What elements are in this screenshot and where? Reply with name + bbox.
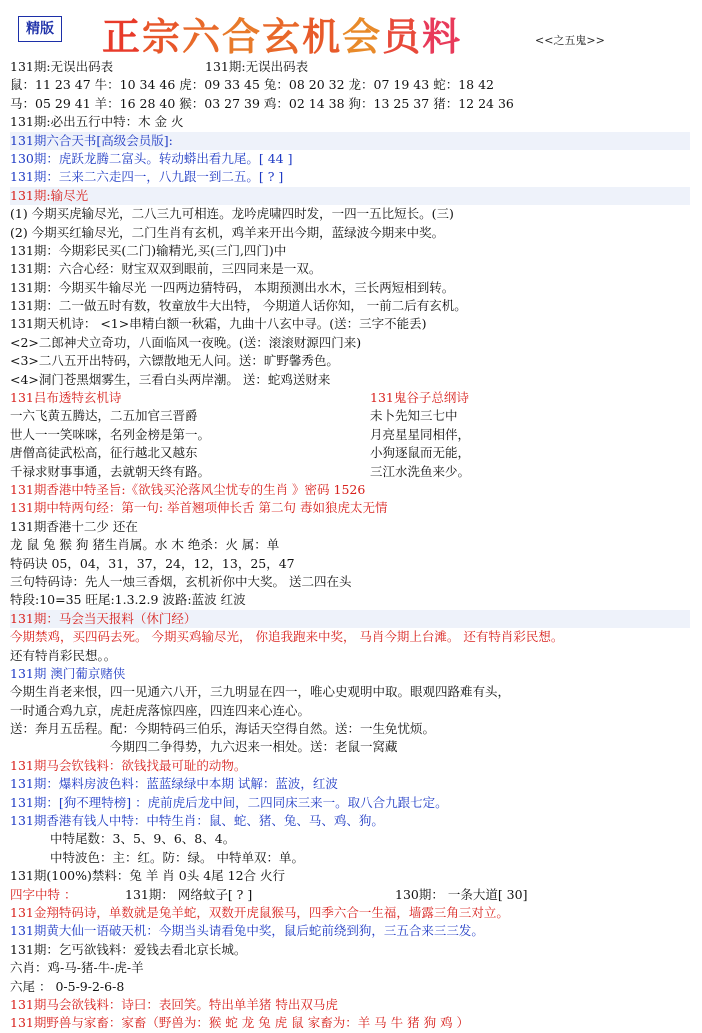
text-line	[10, 904, 690, 922]
line-right-column: 小狗逐鼠而无能，	[370, 445, 471, 461]
text-line	[10, 1014, 690, 1032]
edition-badge: 精版	[18, 16, 62, 42]
line-text: 六尾 ： 0-5-9-2-6-8	[10, 978, 125, 994]
text-line	[10, 95, 690, 113]
line-text: 131期马会钦钱料：欲钱找最可耻的动物。	[10, 757, 247, 773]
line-text: 131期：二一做五时有数，牧童放牛大出特， 今期道人话你知， 一前二后有玄机。	[10, 298, 467, 314]
line-text: 130期：虎跃龙腾二富头。转动蟒出看九尾。[ 44 ]	[10, 150, 293, 166]
text-line	[10, 591, 690, 609]
text-line	[10, 922, 690, 940]
text-line	[10, 444, 690, 462]
text-line	[10, 315, 690, 333]
line-right-column: 131期:无误出码表	[205, 59, 309, 74]
text-line	[10, 647, 690, 665]
text-line	[10, 150, 690, 168]
text-line	[10, 996, 690, 1014]
line-text: 131期黄大仙一语破天机：今期当头请看兔中奖，鼠后蛇前绕到狗，三五合来三三发。	[10, 923, 484, 939]
line-text: 131期香港十二少 还在	[10, 518, 138, 534]
line-text: <4>洞门苍黑烟雾生，三看白头两岸潮。 送：蛇鸡送财来	[10, 371, 331, 387]
text-line	[10, 536, 690, 554]
text-line	[10, 775, 690, 793]
text-line	[10, 555, 690, 573]
line-text: 特段:10=35 旺尾:1.3.2.9 波路:蓝波 红波	[10, 592, 246, 608]
line-right-column: 月亮星星同相伴，	[370, 426, 471, 442]
title-char: 正	[102, 14, 143, 59]
line-text: 131期：马会当天报料（休门经）	[10, 610, 197, 626]
title-char: 员	[382, 14, 423, 59]
line-text: 马：05 29 41 羊：16 28 40 猴：03 27 39 鸡：02 14 38 狗：13 25 37 猪：12 24 36	[10, 95, 514, 111]
header	[0, 0, 702, 58]
line-right-column: 三江水洗鱼来少。	[370, 463, 471, 479]
text-line	[10, 389, 690, 407]
title-char: 会	[342, 14, 383, 59]
line-text: 送：奔月五岳程。配：今期特码三伯乐，海话天空得自然。送：一生免忧烦。	[10, 721, 436, 737]
line-text: <2>二郎神犬立奇功，八面临风一夜晚。(送：滚滚财源四门来)	[10, 334, 362, 350]
line-text: <3>二八五开出特码，六镖散地无人问。送：旷野馨秀色。	[10, 353, 339, 369]
line-text: 131期:无误出码表	[10, 59, 114, 74]
text-line	[10, 683, 690, 701]
text-line	[10, 334, 690, 352]
text-line	[10, 76, 690, 94]
line-right: 130期： 一条大道[ 30]	[395, 886, 528, 902]
line-text: 131期 澳门葡京赌侠	[10, 665, 126, 681]
line-text: 131期中特两句经：第一句: 举首翘项伸长舌 第二句 毒如狼虎太无情	[10, 500, 388, 516]
line-middle: 131期： 网络蚊子[ ? ]	[125, 886, 253, 902]
title-char: 机	[302, 14, 343, 59]
text-line	[10, 499, 690, 517]
title-char: 合	[222, 14, 263, 59]
line-text: 世人一一笑咪咪，名列金榜是第一。	[10, 426, 211, 442]
text-line	[10, 757, 690, 775]
text-line	[10, 426, 690, 444]
title-char: 宗	[142, 14, 183, 59]
author-tag: <<之五鬼>>	[535, 34, 605, 47]
title-char: 料	[422, 14, 463, 59]
line-text: (2) 今期买红输尽光，二门生肖有玄机，鸡羊来开出今期，蓝绿波今期来中奖。	[10, 224, 445, 240]
line-text: 一时通合鸡九京，虎赶虎落惊四座，四连四来心连心。	[10, 702, 311, 718]
line-text: 特码诀 05，04，31，37，24，12，13，25，47	[10, 555, 295, 571]
text-line	[10, 849, 690, 867]
text-line	[10, 702, 690, 720]
line-text: 131期天机诗： <1>串精白额一秋霜，九曲十八玄中寻。(送：三字不能丢)	[10, 316, 427, 332]
document-body	[10, 58, 690, 1033]
text-line	[10, 371, 690, 389]
line-text: 131期：[狗不理特榜] ：虎前虎后龙中间，二四同床三来一。取八合九跟七定。	[10, 794, 448, 810]
line-text: 131期(100%)禁料：兔 羊 肖 0头 4尾 12合 火行	[10, 868, 286, 884]
text-line	[10, 720, 690, 738]
line-text: 中特波色：主：红。防：绿。 中特单双：单。	[50, 849, 304, 865]
text-line	[10, 297, 690, 315]
line-right-column: 未卜先知三七中	[370, 408, 458, 424]
line-text: 131期：今期彩民买(二门)输精光,买(三门,四门)中	[10, 242, 287, 258]
text-line	[10, 463, 690, 481]
text-line	[10, 518, 690, 536]
line-text: 鼠：11 23 47 牛：10 34 46 虎：09 33 45 兔：08 20 32 龙：07 19 43 蛇：18 42	[10, 77, 494, 93]
text-line	[10, 279, 690, 297]
text-line	[10, 260, 690, 278]
text-line	[10, 242, 690, 260]
line-text: 今期生肖老来恨，四一见通六八开，三九明显在四一，唯心史观明中取。眼观四路难有头，	[10, 684, 511, 700]
line-text: 131金翔特码诗，单数就是兔羊蛇，双数开虎鼠猴马，四季六合一生福，墙露三角三对立。	[10, 904, 509, 920]
line-text: 六肖：鸡-马-猪-牛-虎-羊	[10, 960, 144, 976]
text-line	[10, 573, 690, 591]
line-text: 131吕布透特玄机诗	[10, 390, 122, 406]
text-line	[10, 224, 690, 242]
line-text: 中特尾数：3、5、9、6、8、4。	[50, 831, 236, 847]
text-line	[10, 886, 690, 904]
text-line	[10, 407, 690, 425]
title-char: 玄	[262, 14, 303, 59]
text-line	[10, 132, 690, 150]
text-line	[10, 187, 690, 205]
text-line	[10, 738, 690, 756]
line-text: 131期六合天书[高级会员版]:	[10, 132, 173, 148]
line-label: 四字中特 ：	[10, 886, 77, 902]
line-text: 三句特码诗：先人一烛三香烟，玄机祈你中大奖。 送二四在头	[10, 573, 352, 589]
line-text: 131期马会欲钱料：诗曰：表回笑。特出单羊猪 特出双马虎	[10, 996, 338, 1012]
line-text: 131期香港有钱人中特：中特生肖：鼠、蛇、猪、兔、马、鸡、狗。	[10, 813, 384, 829]
line-text: 131期：乞丐欲钱料：爱钱去看北京长城。	[10, 941, 247, 957]
text-line	[10, 665, 690, 683]
text-line	[10, 941, 690, 959]
text-line	[10, 610, 690, 628]
line-text: 131期野兽与家畜：家畜（野兽为：猴 蛇 龙 兔 虎 鼠 家畜为：羊 马 牛 猪 狗 鸡 ）	[10, 1015, 470, 1031]
line-text: 千禄求财事事通，去就朝天终有路。	[10, 463, 211, 479]
line-text: 131期:必出五行中特：木 金 火	[10, 114, 184, 130]
line-text: (1) 今期买虎输尽光，二八三九可相连。龙吟虎啸四时发，一四一五比短长。(三)	[10, 206, 454, 222]
page-title	[102, 6, 462, 61]
text-line	[10, 978, 690, 996]
line-text: 今期禁鸡，买四码去死。 今期买鸡输尽光， 你追我跑来中奖， 马肖今期上台滩。 还有特肖彩民想。	[10, 629, 564, 645]
line-text: 131期：爆料房波色料：蓝蓝绿绿中本期 试解：蓝波，红波	[10, 776, 338, 792]
line-text: 一六飞黄五腾达，二五加官三晋爵	[10, 408, 198, 424]
line-text: 131期香港中特圣旨:《欲钱买沦落风尘忧专的生肖 》密码 1526	[10, 481, 366, 497]
line-text: 131期：今期买牛输尽光 一四两边猜特码， 本期预测出水木，三长两短相到转。	[10, 279, 455, 295]
text-line	[10, 205, 690, 223]
line-text: 131期：三来二六走四一，八九跟一到二五。[ ? ]	[10, 169, 284, 185]
text-line	[10, 58, 690, 76]
text-line	[10, 794, 690, 812]
text-line	[10, 867, 690, 885]
line-right-column: 131鬼谷子总纲诗	[370, 390, 469, 406]
text-line	[10, 113, 690, 131]
line-text: 还有特肖彩民想。。	[10, 647, 117, 663]
text-line	[10, 830, 690, 848]
line-text: 今期四二争得势，九六迟来一相处。送：老鼠一窝藏	[110, 739, 398, 755]
line-text: 131期：六合心经：财宝双双到眼前，三四同来是一双。	[10, 261, 322, 277]
text-line	[10, 959, 690, 977]
line-text: 131期:输尽光	[10, 187, 89, 203]
text-line	[10, 352, 690, 370]
text-line	[10, 481, 690, 499]
title-char: 六	[182, 14, 223, 59]
text-line	[10, 812, 690, 830]
text-line	[10, 168, 690, 186]
line-text: 唐僧高徒武松高，征行越北又越东	[10, 445, 198, 461]
line-text: 龙 鼠 兔 猴 狗 猪生肖属。水 木 绝杀：火 属：单	[10, 537, 280, 553]
text-line	[10, 628, 690, 646]
